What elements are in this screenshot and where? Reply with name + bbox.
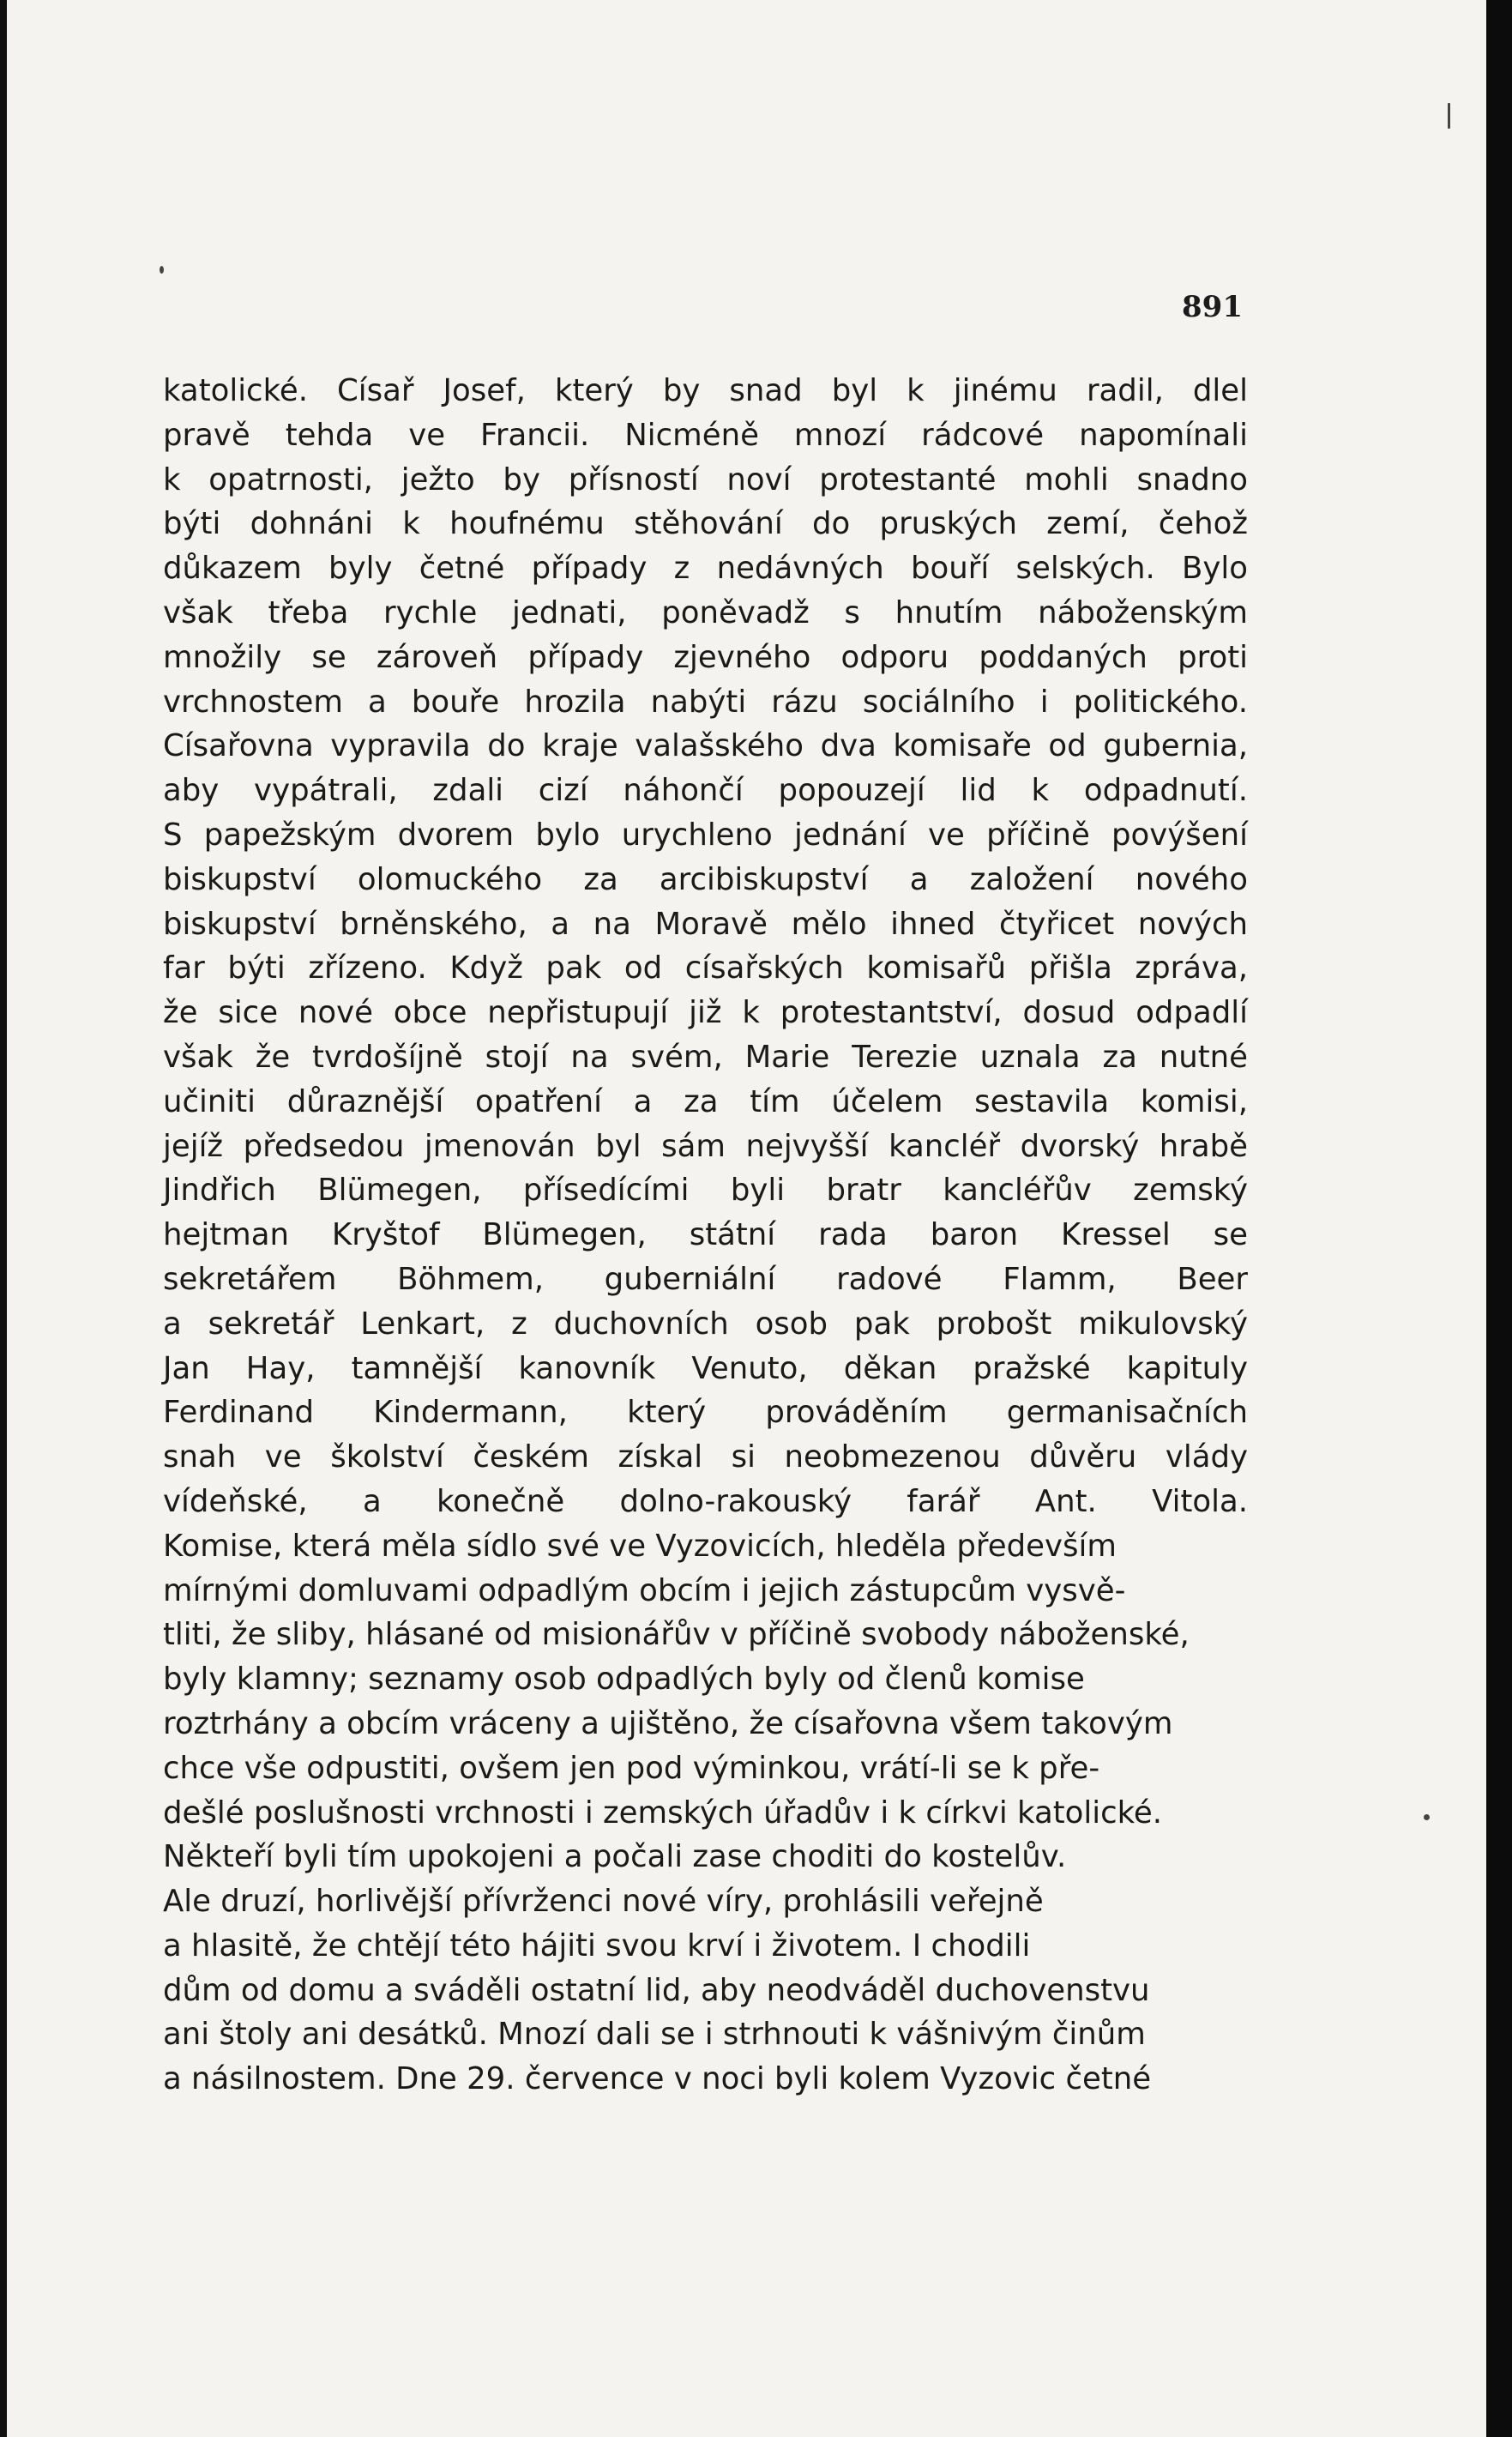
paragraph: katolické. Císař Josef, který by snad byl k jinému radil, dlel pravě tehda ve Francii. Nicméně mnozí rádcové napomínali k opatrnosti, ježto by přísností noví protestanté mohli snadno býti dohnáni k houfnému stěhování do pruských zemí, čehož důkazem byly četné případy z nedávných bouří selských. Bylo však třeba rychle jednati, poněvadž s hnutím náboženským množily se zároveň případy zjevného odporu poddaných proti vrchnostem a bouře hrozila nabýti rázu sociálního i politického. Císařovna vypravila do kraje valašského dva komisaře od gubernia, aby vypátrali, zdali cizí náhončí popouzejí lid k odpadnutí. S papežským dvorem bylo urychleno jednání ve příčině povýšení biskupství olomuckého za arcibiskupství a založení nového biskupství brněnského, a na Moravě mělo ihned čtyřicet nových far býti zřízeno. Když pak od císařských komisařů přišla zpráva, že sice nové obce nepřistupují již k protestantství, dosud odpadlí však že tvrdošíjně stojí na svém, Marie Terezie uznala za nutné učiniti důraznější opatření a za tím účelem sestavila komisi, jejíž předsedou jmenován byl sám nejvyšší kancléř dvorský hrabě Jindřich Blümegen, přísedícími byli bratr kancléřův zemský hejtman Kryštof Blümegen, státní rada baron Kressel se sekretářem Böhmem, guberniální radové Flamm, Beer a sekretář Lenkart, z duchovních osob pak probošt mikulovský Jan Hay, tamnější kanovník Venuto, děkan pražské kapituly Ferdinand Kindermann, který prováděním germanisačních snah ve školství českém získal si neobmezenou důvěru vlády vídeňské, a konečně dolno-rakouský farář Ant. Vitola. <box>163 373 1248 1519</box>
paragraph: Komise, která měla sídlo své ve Vyzovicích, hleděla především mírnými domluvami odpadlým obcím i jejich zástupcům vysvě- tliti, že sliby, hlásané od misionářův v příčině svobody náboženské, byly klamny; seznamy osob odpadlých byly od členů komise roztrhány a obcím vráceny a ujištěno, že císařovna všem takovým chce vše odpustiti, ovšem jen pod výminkou, vrátí-li se k pře- dešlé poslušnosti vrchnosti i zemských úřadův i k církvi katolické. Někteří byli tím upokojeni a počali zase choditi do kostelův. Ale druzí, horlivější přívrženci nové víry, prohlásili veřejně a hlasitě, že chtějí této hájiti svou krví i životem. I chodili dům od domu a sváděli ostatní lid, aby neodváděl duchovenstvu ani štoly ani desátků. Mnozí dali se i strhnouti k vášnivým činům a násilnostem. Dne 29. července v noci byli kolem Vyzovic četné <box>163 1528 1190 2097</box>
scan-speck <box>1448 103 1450 129</box>
body-text <box>163 369 1248 2102</box>
scan-speck <box>1424 1814 1430 1820</box>
scan-edge-left <box>0 0 7 2437</box>
scan-speck <box>160 266 164 274</box>
scan-edge-right <box>1486 0 1512 2437</box>
page-number: 891 <box>1182 290 1243 324</box>
